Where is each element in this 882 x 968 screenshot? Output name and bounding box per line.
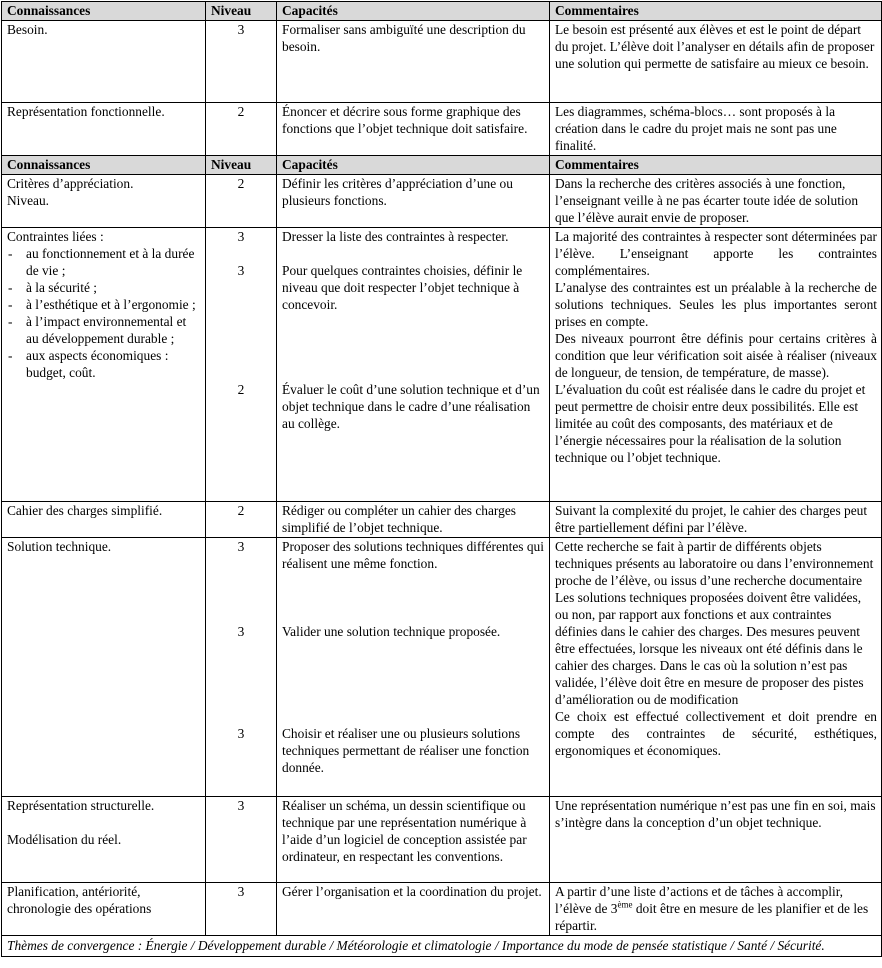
niveau-cell: 2 [206, 103, 277, 156]
niveau-cell: 2 [206, 175, 277, 228]
header-capacites: Capacités [277, 156, 550, 175]
capacite-cell: Rédiger ou compléter un cahier des charges simplifié de l’objet technique. [277, 502, 550, 538]
niveau-cell [206, 538, 277, 797]
commentaire-paragraph: La majorité des contraintes à respecter sont déterminées par l’élève. L’enseignant apporte les contraintes complémentaires. [555, 229, 877, 278]
niveau-cell: 2 [206, 502, 277, 538]
list-item: - à la sécurité ; [7, 279, 201, 296]
commentaire-paragraph: L’évaluation du coût est réalisée dans le cadre du projet et peut permettre de choisir entre deux possibilités. Elle est limitée au coût des composants, des matériaux et de l’énergie nécessaires pour la réalisation de la solution technique ou l’objet technique. [555, 382, 866, 465]
niveau-value: 3 [237, 726, 245, 741]
footer-row [2, 936, 882, 957]
table-row [2, 21, 882, 103]
capacite-cell [277, 228, 550, 502]
table-row [2, 797, 882, 883]
table-row [2, 228, 882, 502]
niveau-cell: 3 [206, 21, 277, 103]
themes-de-convergence: Thèmes de convergence : Énergie / Développement durable / Météorologie et climatologie / Importance du mode de pensée statistique / Santé / Sécurité. [2, 936, 882, 957]
connaissance-line: Contraintes liées : [7, 229, 104, 244]
connaissance-cell [2, 797, 206, 883]
commentaire-paragraph: L’analyse des contraintes est un préalable à la recherche de solutions techniques. Seules les plus importantes seront prises en compte. [555, 280, 877, 329]
list-item: - au fonctionnement et à la durée de vie ; [7, 245, 201, 279]
capacite-cell: Énoncer et décrire sous forme graphique des fonctions que l’objet technique doit satisfaire. [277, 103, 550, 156]
superscript: ème [617, 899, 633, 910]
commentaire-paragraph: Ce choix est effectué collectivement et doit prendre en compte des contraintes de sécurité, esthétiques, ergonomiques et économiques. [555, 709, 877, 758]
niveau-cell: 3 [206, 883, 277, 936]
table-row [2, 538, 882, 797]
connaissance-line: Représentation structurelle. [7, 798, 155, 813]
header-capacites: Capacités [277, 2, 550, 21]
niveau-value: 2 [237, 382, 245, 397]
capacite-item: Pour quelques contraintes choisies, définir le niveau que doit respecter l’objet technique à concevoir. [282, 263, 523, 312]
list-item: - à l’impact environnemental et au développement durable ; [7, 313, 201, 347]
commentaire-cell: Les diagrammes, schéma-blocs… sont proposés à la création dans le cadre du projet mais ne sont pas une finalité. [550, 103, 882, 156]
capacite-cell: Réaliser un schéma, un dessin scientifique ou technique par une représentation numérique à l’aide d’un logiciel de conception assistée par ordinateur, en respectant les conventions. [277, 797, 550, 883]
list-item: - aux aspects économiques : budget, coût. [7, 347, 201, 381]
capacite-item: Évaluer le coût d’une solution technique et d’un objet technique dans le cadre d’une réalisation au collège. [282, 382, 540, 431]
table-row [2, 883, 882, 936]
commentaire-cell [550, 538, 882, 797]
capacite-cell [277, 538, 550, 797]
header-niveau: Niveau [206, 2, 277, 21]
connaissance-cell: Besoin. [2, 21, 206, 103]
capacite-item: Valider une solution technique proposée. [282, 624, 501, 639]
commentaire-cell: Le besoin est présenté aux élèves et est le point de départ du projet. L’élève doit l’analyser en détails afin de proposer une solution qui permette de satisfaire au mieux ce besoin. [550, 21, 882, 103]
list-item: - à l’esthétique et à l’ergonomie ; [7, 296, 201, 313]
capacite-item: Dresser la liste des contraintes à respecter. [282, 229, 509, 244]
commentaire-text: doit être en mesure de les planifier et de les répartir. [555, 901, 869, 933]
commentaire-paragraph: Des niveaux pourront être définis pour certains critères à condition que leur vérification soit aisée à réaliser (niveaux de longueur, de tension, de température, de masse). [555, 331, 877, 380]
commentaire-paragraph: Les solutions techniques proposées doivent être validées, ou non, par rapport aux fonctions et aux contraintes définies dans le cahier des charges. Des mesures peuvent être effectuées, lorsque les niveaux ont été définis dans le cahier des charges. Dans le cas où la solution n’est pas validée, l’élève doit être en mesure de proposer des pistes d’amélioration ou de modification [555, 590, 864, 707]
commentaire-paragraph: Cette recherche se fait à partir de différents objets techniques présents au laboratoire ou dans l’environnement proche de l’élève, ou issus d’une recherche documentaire [555, 539, 874, 588]
capacite-cell: Définir les critères d’appréciation d’une ou plusieurs fonctions. [277, 175, 550, 228]
connaissance-cell: Planification, antériorité, chronologie des opérations [2, 883, 206, 936]
connaissance-cell: Représentation fonctionnelle. [2, 103, 206, 156]
header-niveau: Niveau [206, 156, 277, 175]
table-row [2, 175, 882, 228]
connaissance-line: Modélisation du réel. [7, 832, 122, 847]
capacite-cell: Gérer l’organisation et la coordination du projet. [277, 883, 550, 936]
connaissance-cell: Cahier des charges simplifié. [2, 502, 206, 538]
connaissance-line: Niveau. [7, 193, 50, 208]
header-connaissances: Connaissances [2, 156, 206, 175]
niveau-cell: 3 [206, 797, 277, 883]
header-connaissances: Connaissances [2, 2, 206, 21]
commentaire-text: A partir d’une liste d’actions et de tâches à accomplir, l’élève de 3 [555, 884, 843, 916]
commentaire-cell: Une représentation numérique n’est pas une fin en soi, mais s’intègre dans la conception d’un objet technique. [550, 797, 882, 883]
connaissance-cell: Solution technique. [2, 538, 206, 797]
commentaire-cell [550, 883, 882, 936]
header-commentaires: Commentaires [550, 2, 882, 21]
capacite-cell: Formaliser sans ambiguïté une description du besoin. [277, 21, 550, 103]
curriculum-table [1, 1, 882, 957]
niveau-value: 3 [237, 263, 245, 278]
commentaire-cell: Suivant la complexité du projet, le cahier des charges peut être partiellement défini par l’élève. [550, 502, 882, 538]
niveau-value: 3 [237, 539, 245, 554]
table-row [2, 103, 882, 156]
connaissance-line: Critères d’appréciation. [7, 176, 134, 191]
table-header-row [2, 2, 882, 21]
connaissance-cell [2, 175, 206, 228]
table-row [2, 502, 882, 538]
niveau-value: 3 [237, 229, 245, 244]
table-header-row [2, 156, 882, 175]
connaissance-cell [2, 228, 206, 502]
capacite-item: Choisir et réaliser une ou plusieurs solutions techniques permettant de réaliser une fonction donnée. [282, 726, 530, 775]
capacite-item: Proposer des solutions techniques différentes qui réalisent une même fonction. [282, 539, 544, 571]
commentaire-cell [550, 228, 882, 502]
header-commentaires: Commentaires [550, 156, 882, 175]
niveau-value: 3 [237, 624, 245, 639]
niveau-cell [206, 228, 277, 502]
commentaire-cell: Dans la recherche des critères associés à une fonction, l’enseignant veille à ne pas écarter toute idée de solution que l’élève aurait envie de proposer. [550, 175, 882, 228]
